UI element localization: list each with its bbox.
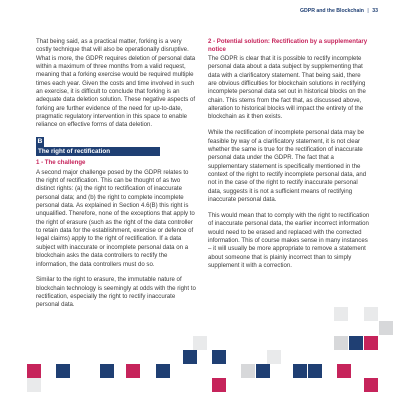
right-column [208, 38, 370, 278]
paragraph: The GDPR is clear that it is possible to rectify incomplete personal data about a data subject by supplementing that data with a clarificatory statement. That being said, there are obvious difficulties for blockchain solutions in rectifying incomplete personal data set out in historical blocks on the chain. This stems from the fact that, as discussed above, alteration to historical blocks will impact the entirety of the blockchain as it then exists. [208, 55, 366, 121]
subheading: 1 - The challenge [36, 159, 86, 167]
decorative-square [337, 364, 351, 378]
decorative-square [379, 321, 393, 335]
page-number: 33 [372, 8, 378, 14]
section-title: The right of rectification [36, 147, 160, 156]
paragraph: A second major challenge posed by the GDPR relates to the right of rectification. This can be thought of as two distinct rights: (a) the right to rectification of inaccurate personal data; and (b) the right to complete incomplete personal data. As explained in Section 4.6(B) this right is unqualified. Therefore, none of the exceptions that apply to the right of erasure (such as the right of the data controller to retain data for the establishment, exercise or defence of legal claims) apply to the right of rectification. If a data subject with inaccurate or incomplete personal data on a blockchain asks the data controllers to rectify the information, the data controllers must do so. [36, 168, 195, 268]
paragraph: Similar to the right to erasure, the immutable nature of blockchain technology is seemingly at odds with the right to rectification, especially the right to rectify inaccurate personal data. [36, 276, 196, 309]
paragraph: While the rectification of incomplete personal data may be feasible by way of a clarificatory statement, it is not clear whether the same is true for the rectification of inaccurate personal data under the GDPR. The fact that a supplementary statement is specifically mentioned in the context of the right to rectify incomplete personal data, and not in the case of the right to rectify inaccurate personal data, suggests it is not a sufficient means of rectifying inaccurate personal data. [208, 129, 367, 204]
decorative-square [100, 364, 114, 378]
decorative-square [241, 364, 255, 378]
decorative-square [364, 336, 378, 350]
header-separator: | [367, 8, 369, 14]
left-column [36, 38, 198, 317]
decorative-square [126, 364, 140, 378]
decorative-square [293, 364, 307, 378]
decorative-square [56, 364, 70, 378]
paragraph: This would mean that to comply with the right to rectification of inaccurate personal data, the earlier incorrect information would need to be erased and replaced with the corrected information. This of course makes sense in many instances – it will usually be more appropriate to remove a statement about someone that is plainly incorrect than to simply supplement it with a correction. [208, 212, 370, 270]
decorative-square [349, 336, 363, 350]
decorative-square [212, 350, 226, 364]
subheading: 2 - Potential solution: Rectification by a supplementary notice [208, 38, 368, 53]
section-heading [36, 137, 198, 156]
paragraph: That being said, as a practical matter, forking is a very costly technique that will also be operationally disruptive. What is more, the GDPR requires deletion of personal data within a maximum of three months from a valid request, meaning that a forking exercise would be required multiple times each year. Given the costs and time involved in such an exercise, it is difficult to conclude that forking is an adequate data deletion solution. These negative aspects of forking are further evidence of the need for up-to-date, pragmatic regulatory intervention in this space to enable reliance on effective forms of data deletion. [36, 38, 196, 129]
decorative-square [256, 364, 270, 378]
section-letter: B [37, 138, 43, 146]
running-header [300, 8, 378, 14]
decorative-square [334, 336, 348, 350]
decorative-square [27, 364, 41, 378]
decorative-square [27, 378, 41, 392]
decorative-square [212, 378, 226, 392]
decorative-square [334, 307, 348, 321]
decorative-square [193, 336, 207, 350]
decorative-square [183, 350, 197, 364]
decorative-square [364, 307, 378, 321]
decorative-square [156, 364, 170, 378]
header-title: GDPR and the Blockchain [299, 8, 364, 14]
decorative-square [267, 350, 281, 364]
decorative-square [308, 364, 322, 378]
decorative-square [364, 378, 378, 392]
